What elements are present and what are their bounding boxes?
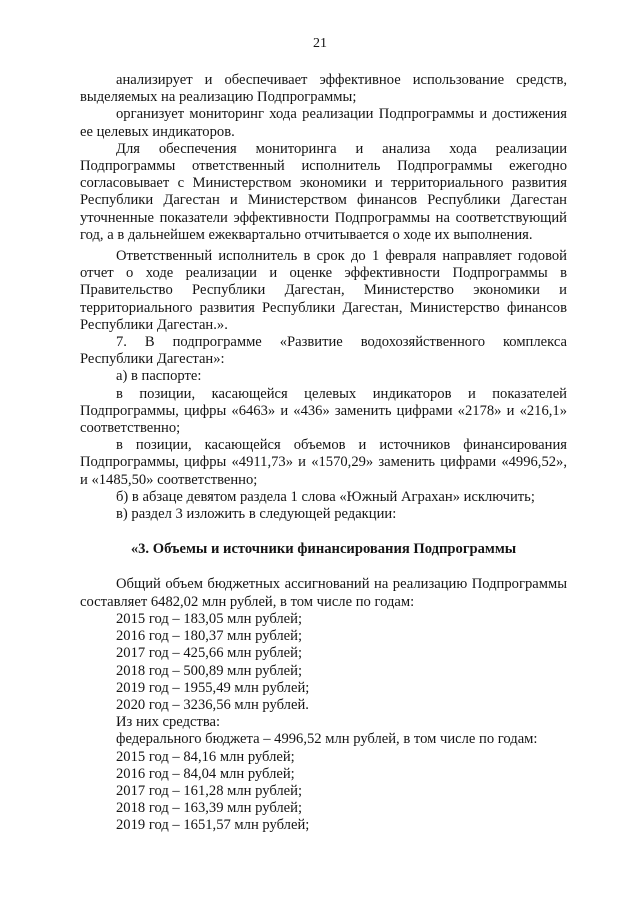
list-item: 2017 год – 161,28 млн рублей; xyxy=(116,782,303,799)
document-body xyxy=(80,72,567,835)
list-item: 2017 год – 425,66 млн рублей; xyxy=(116,645,303,662)
budget-intro: Общий объем бюджетных ассигнований на реализацию Подпрограммы составляет 6482,02 млн рублей, в том числе по годам: xyxy=(80,576,567,610)
list-item: 2016 год – 180,37 млн рублей; xyxy=(116,628,303,645)
list-item: 2018 год – 500,89 млн рублей; xyxy=(116,662,303,679)
list-item: 2015 год – 183,05 млн рублей; xyxy=(116,610,303,627)
list-item: 2015 год – 84,16 млн рублей; xyxy=(116,748,295,765)
paragraph-item-a: а) в паспорте: xyxy=(116,368,202,385)
total-by-year-list xyxy=(80,611,567,714)
federal-label: федерального бюджета – 4996,52 млн рублей, в том числе по годам: xyxy=(116,731,538,748)
paragraph-financing: в позиции, касающейся объемов и источников финансирования Подпрограммы, цифры «4911,73» и «1570,29» заменить цифрами «4996,52», и «1485,50» соответственно; xyxy=(80,437,567,488)
list-item: 2020 год – 3236,56 млн рублей. xyxy=(116,696,309,713)
paragraph-monitoring: организует мониторинг хода реализации Подпрограммы и достижения ее целевых индикаторов. xyxy=(80,106,567,140)
federal-by-year-list xyxy=(80,749,567,835)
paragraph-item-b: б) в абзаце девятом раздела 1 слова «Южный Аграхан» исключить; xyxy=(116,488,535,505)
sources-label: Из них средства: xyxy=(116,714,221,731)
list-item: 2016 год – 84,04 млн рублей; xyxy=(116,765,295,782)
paragraph-indicators: в позиции, касающейся целевых индикаторов и показателей Подпрограммы, цифры «6463» и «436» заменить цифрами «2178» и «216,1» соответственно; xyxy=(80,385,567,437)
paragraph-item-v: в) раздел 3 изложить в следующей редакции: xyxy=(116,506,397,523)
list-item: 2019 год – 1955,49 млн рублей; xyxy=(116,679,310,696)
paragraph-annual-report: Ответственный исполнитель в срок до 1 февраля направляет годовой отчет о ходе реализации и оценке эффективности Подпрограммы в Правительство Республики Дагестан, Министерство экономики и территориального развития Республики Дагестан, Министерство финансов Республики Дагестан.». xyxy=(80,248,567,333)
paragraph-item-7: 7. В подпрограмме «Развитие водохозяйственного комплекса Республики Дагестан»: xyxy=(80,334,567,368)
section-heading: «3. Объемы и источники финансирования Подпрограммы xyxy=(130,541,517,558)
page-number: 21 xyxy=(313,36,327,51)
paragraph-analyze: анализирует и обеспечивает эффективное использование средств, выделяемых на реализацию Подпрограммы; xyxy=(80,72,567,106)
list-item: 2019 год – 1651,57 млн рублей; xyxy=(116,817,310,834)
paragraph-coordination: Для обеспечения мониторинга и анализа хода реализации Подпрограммы ответственный исполнитель Подпрограммы ежегодно согласовывает с Министерством экономики и территориального развития Республики Дагестан и Министерством финансов Республики Дагестан уточненные показатели эффективности Подпрограммы на соответствующий год, а в дальнейшем ежеквартально отчитывается о ходе их выполнения. xyxy=(80,140,567,243)
list-item: 2018 год – 163,39 млн рублей; xyxy=(116,800,303,817)
